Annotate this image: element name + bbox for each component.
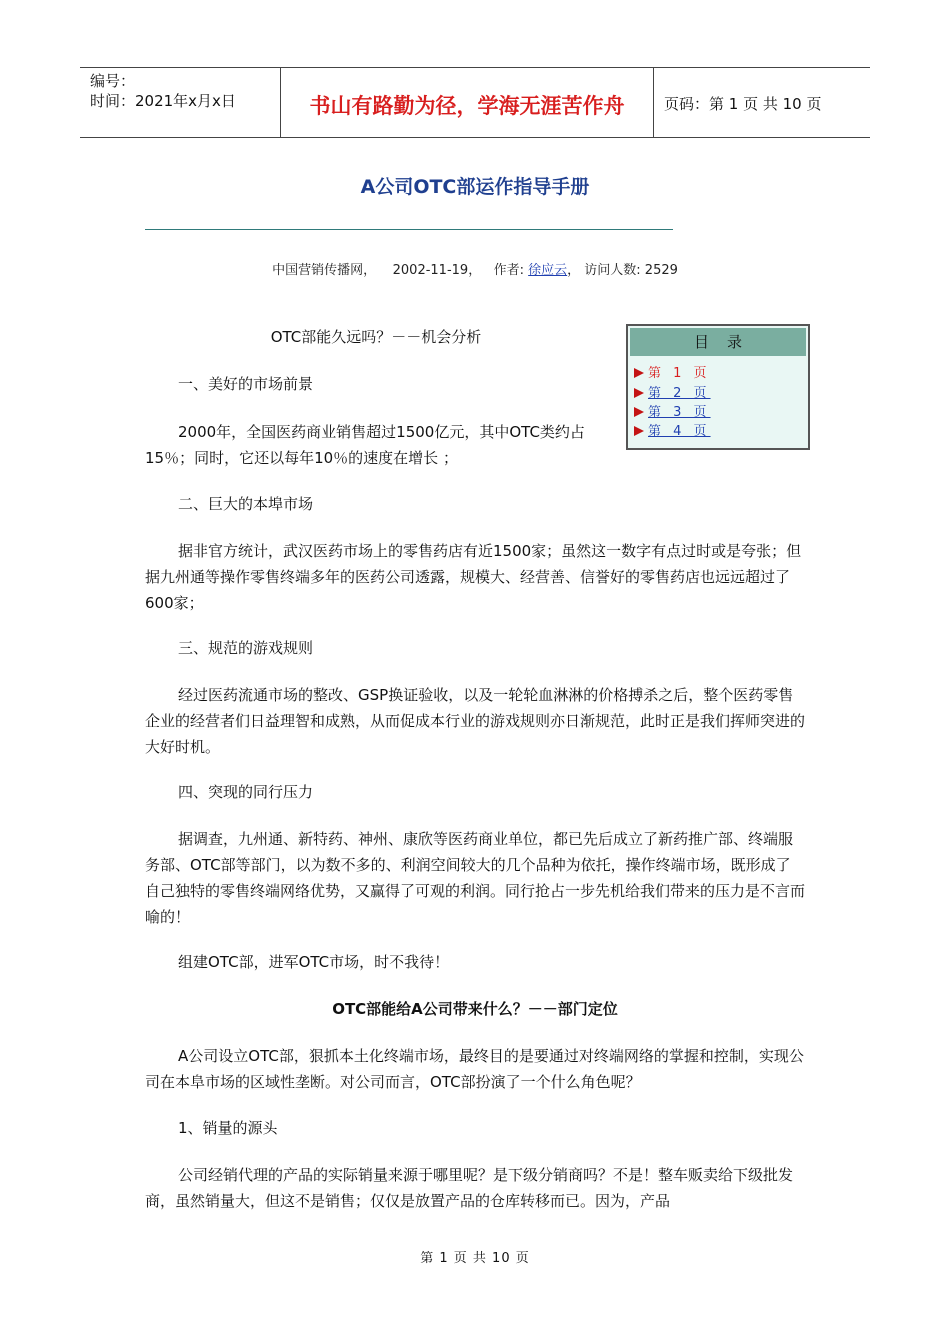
time-label: 时间：2021年x月x日 [90,92,236,110]
paragraph-5: 组建OTC部，进军OTC市场，时不我待！ [178,953,450,971]
toc-heading: 目录 [630,328,806,356]
heading-2: 二、巨大的本埠市场 [178,495,314,513]
paragraph-3: 经过医药流通市场的整改、GSP换证验收，以及一轮轮血淋淋的价格搏杀之后，整个医药零售企业的经营者们日益理智和成熟，从而促成本行业的游戏规则亦日渐规范，此时正是我们挥师突进的大好时机。 [145,686,806,756]
toc-item-label[interactable]: 第 3 页 [648,405,711,420]
page-footer: 第 1 页 共 10 页 [420,1251,530,1266]
arrow-right-icon [634,388,644,398]
section-title-1: OTC部能久远吗？－－机会分析 [270,328,482,346]
meta-visits: ， 访问人数: 2529 [567,263,678,278]
number-label: 编号： [90,72,136,90]
article-meta [0,259,950,278]
meta-date: 2002-11-19， [392,263,482,278]
section-title-2: OTC部能给A公司带来什么？－－部门定位 [332,1000,618,1018]
paragraph-6: A公司设立OTC部，狠抓本土化终端市场，最终目的是要通过对终端网络的掌握和控制，实现公司在本阜市场的区域性垄断。对公司而言，OTC部扮演了一个什么角色呢？ [145,1047,804,1091]
heading-3: 三、规范的游戏规则 [178,639,314,657]
title-divider [145,229,673,230]
header-table [80,67,870,138]
toc-item-label[interactable]: 第 1 页 [648,366,711,381]
meta-source: 中国营销传播网， [272,263,377,278]
heading-1: 一、美好的市场前景 [178,375,314,393]
header-left-cell [80,68,281,137]
paragraph-1: 2000年，全国医药商业销售超过1500亿元，其中OTC类约占15％；同时，它还以每年10％的速度在增长 ； [145,423,585,467]
header-right-cell [654,68,870,137]
toc-box [626,324,810,450]
toc-item-label[interactable]: 第 2 页 [648,386,711,401]
arrow-right-icon [634,407,644,417]
page-info: 页码：第 1 页 共 10 页 [664,95,822,113]
paragraph-4: 据调查，九州通、新特药、神州、康欣等医药商业单位，都已先后成立了新药推广部、终端服务部、OTC部等部门，以为数不多的、利润空间较大的几个品种为依托，操作终端市场，既形成了自己独特的零售终端网络优势，又赢得了可观的利润。同行抢占一步先机给我们带来的压力是不言而喻的！ [145,830,806,926]
paragraph-2: 据非官方统计，武汉医药市场上的零售药店有近1500家；虽然这一数字有点过时或是夸张；但据九州通等操作零售终端多年的医药公司透露，规模大、经营善、信誉好的零售药店也远远超过了600家； [145,542,802,612]
arrow-right-icon [634,426,644,436]
header-center-cell [281,68,654,137]
author-link[interactable]: 徐应云 [528,263,568,278]
toc-item-3[interactable] [634,403,711,422]
heading-5: 1、销量的源头 [178,1119,278,1137]
toc-item-label[interactable]: 第 4 页 [648,424,711,439]
toc-item-4[interactable] [634,422,711,441]
heading-4: 四、突现的同行压力 [178,783,314,801]
toc-item-2[interactable] [634,384,711,403]
meta-author-label: 作者: [493,263,524,278]
motto: 书山有路勤为径，学海无涯苦作舟 [309,94,625,118]
arrow-right-icon [634,368,644,378]
toc-item-1[interactable] [634,364,711,383]
document-title: A公司OTC部运作指导手册 [360,176,590,198]
paragraph-7: 公司经销代理的产品的实际销量来源于哪里呢？是下级分销商吗？不是！整车贩卖给下级批发商，虽然销量大，但这不是销售；仅仅是放置产品的仓库转移而已。因为，产品 [145,1166,794,1210]
